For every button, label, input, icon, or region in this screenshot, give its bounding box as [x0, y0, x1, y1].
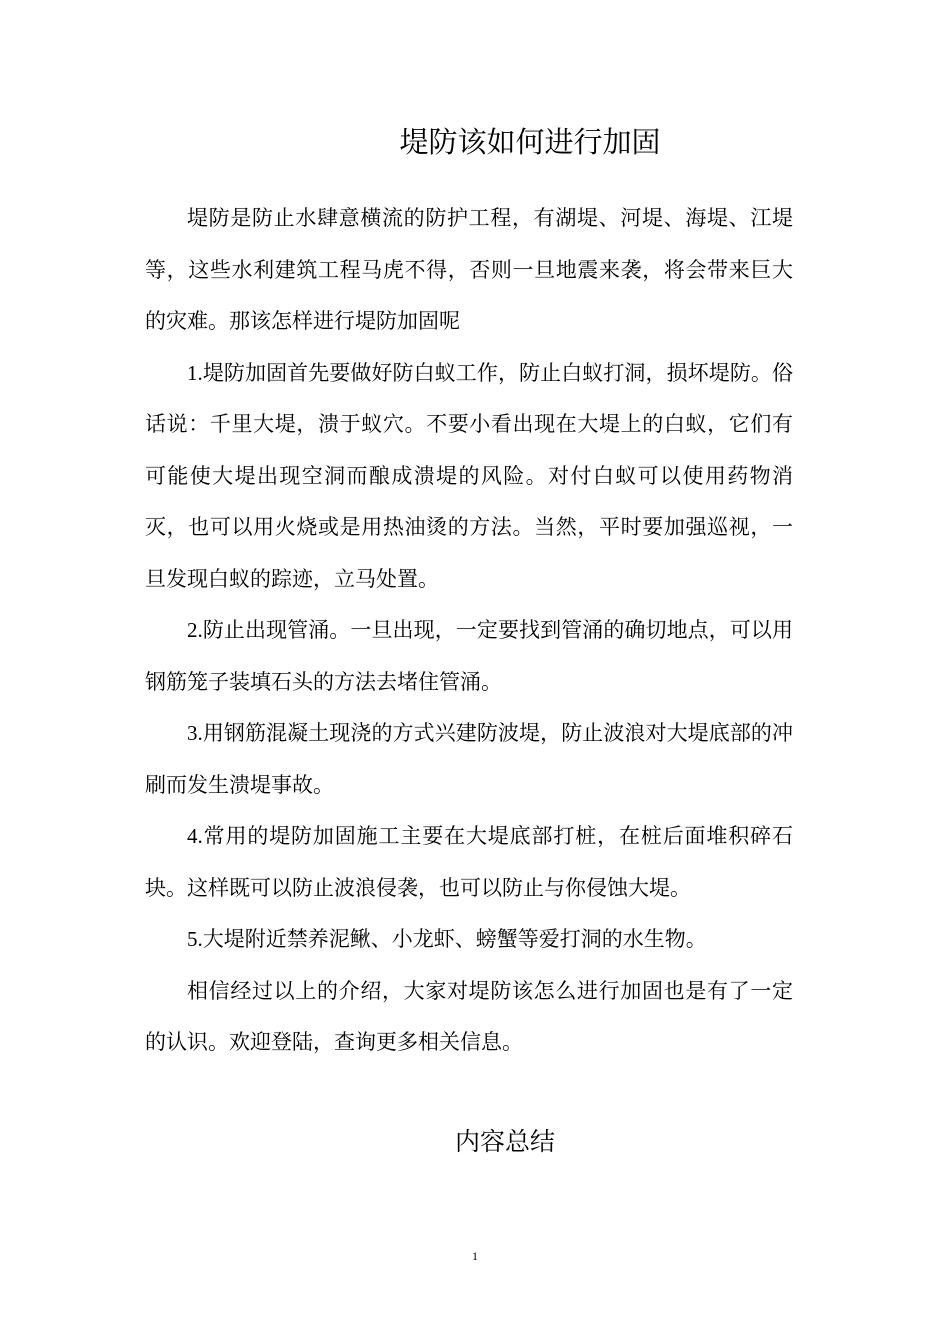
paragraph-conclusion	[145, 966, 793, 1069]
paragraph-text: 大堤附近禁养泥鳅、小龙虾、螃蟹等爱打洞的水生物。	[202, 927, 707, 951]
paragraph-item-2	[145, 605, 793, 708]
paragraph-number: 5.	[187, 927, 203, 951]
paragraph-number: 3.	[187, 721, 203, 745]
paragraph-text: 堤防是防止水肆意横流的防护工程，有湖堤、河堤、海堤、江堤等，这些水利建筑工程马虎不得，否则一旦地震来袭，将会带来巨大的灾难。那该怎样进行堤防加固呢	[145, 206, 793, 333]
paragraph-item-4	[145, 811, 793, 914]
page-number: 1	[472, 1249, 478, 1263]
paragraph-item-1	[145, 348, 793, 606]
paragraph-item-3	[145, 708, 793, 811]
paragraph-number: 2.	[187, 618, 203, 642]
paragraph-text: 相信经过以上的介绍，大家对堤防该怎么进行加固也是有了一定的认识。欢迎登陆，查询更多相关信息。	[145, 978, 793, 1054]
paragraph-intro	[145, 193, 793, 348]
paragraph-item-5	[145, 914, 793, 966]
paragraph-number: 4.	[187, 824, 203, 848]
paragraph-text: 常用的堤防加固施工主要在大堤底部打桩，在桩后面堆积碎石块。这样既可以防止波浪侵袭，也可以防止与你侵蚀大堤。	[145, 824, 793, 900]
paragraph-number: 1.	[187, 360, 203, 385]
paragraph-text: 用钢筋混凝土现浇的方式兴建防波堤，防止波浪对大堤底部的冲刷而发生溃堤事故。	[145, 721, 793, 797]
document-body	[145, 193, 793, 1069]
summary-heading: 内容总结	[454, 1127, 555, 1156]
paragraph-text: 堤防加固首先要做好防白蚁工作，防止白蚁打洞，损坏堤防。俗话说：千里大堤，溃于蚁穴。不要小看出现在大堤上的白蚁，它们有可能使大堤出现空洞而酿成溃堤的风险。对付白蚁可以使用药物消灭，也可以用火烧或是用热油烫的方法。当然，平时要加强巡视，一旦发现白蚁的踪迹，立马处置。	[145, 360, 793, 591]
paragraph-text: 防止出现管涌。一旦出现，一定要找到管涌的确切地点，可以用钢筋笼子装填石头的方法去堵住管涌。	[145, 618, 793, 694]
document-title: 堤防该如何进行加固	[399, 125, 661, 159]
